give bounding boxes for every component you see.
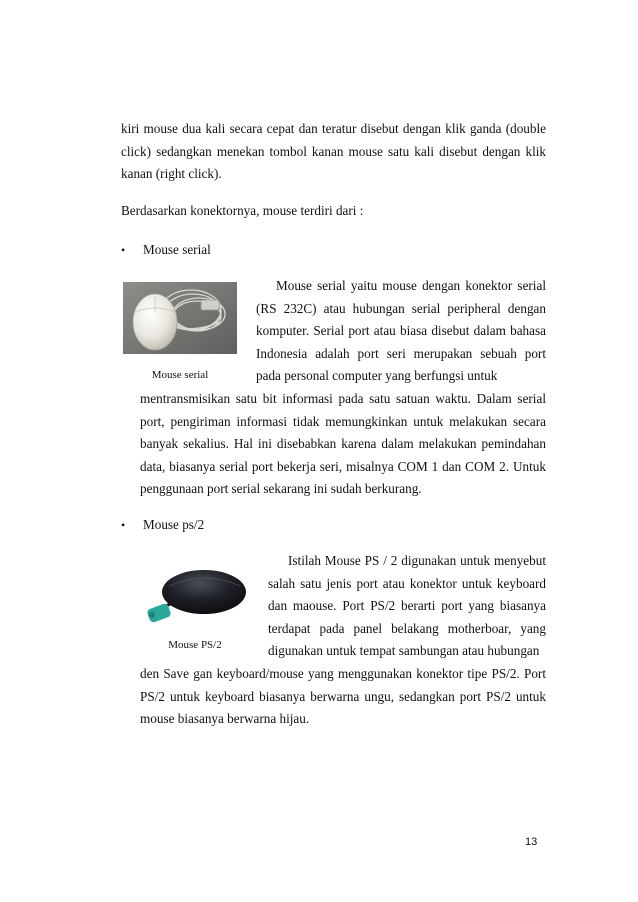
ps2-side-text: Istilah Mouse PS / 2 digunakan untuk menyebut salah satu jenis port atau konektor untuk keyboard dan maouse. Port PS/2 berarti port yang biasanya terdapat pada panel belakang motherboar, yang digunakan untuk tempat sambungan atau hubungan bbox=[268, 553, 546, 659]
bullet-label: Mouse serial bbox=[143, 242, 211, 257]
serial-full-text: mentransmisikan satu bit informasi pada satu satuan waktu. Dalam serial port, pengiriman informasi tidak memungkinkan untuk melakukan secara banyak sekalius. Hal ini disebabkan karena dalam melakukan pemindahan data, biasanya serial port bekerja seri, misalnya COM 1 dan COM 2. Untuk penggunaan port serial sekarang ini sudah berkurang. bbox=[140, 391, 546, 497]
page-number: 13 bbox=[525, 836, 538, 848]
ps2-mouse-photo-icon bbox=[140, 564, 250, 624]
bullet-mouse-ps2 bbox=[121, 516, 421, 534]
bullet-dot-icon: • bbox=[121, 518, 126, 532]
ps2-full-text: den Save gan keyboard/mouse yang menggunakan konektor tipe PS/2. Port PS/2 untuk keyboard biasanya berwarna ungu, sedangkan port PS/2 untuk mouse biasanya berwarna hijau. bbox=[140, 666, 546, 727]
bullet-label: Mouse ps/2 bbox=[143, 517, 205, 532]
serial-mouse-photo bbox=[123, 282, 237, 354]
bullet-mouse-serial bbox=[121, 241, 421, 259]
ps2-mouse-caption: Mouse PS/2 bbox=[168, 639, 222, 651]
ps2-mouse-photo bbox=[140, 564, 250, 624]
intro-paragraph: kiri mouse dua kali secara cepat dan teratur disebut dengan klik ganda (double click) sedangkan menekan tombol kanan mouse satu kali disebut dengan klik kanan (right click). bbox=[121, 121, 546, 182]
bullet-dot-icon: • bbox=[121, 243, 126, 257]
serial-mouse-caption: Mouse serial bbox=[151, 369, 209, 381]
lead-sentence: Berdasarkan konektornya, mouse terdiri dari : bbox=[121, 203, 364, 218]
serial-side-text: Mouse serial yaitu mouse dengan konektor serial (RS 232C) atau hubungan serial peripheral dengan komputer. Serial port atau biasa disebut dalam bahasa Indonesia adalah port seri merupakan sebuah port pada personal computer yang berfungsi untuk bbox=[256, 278, 546, 384]
serial-mouse-photo-icon bbox=[123, 282, 237, 354]
